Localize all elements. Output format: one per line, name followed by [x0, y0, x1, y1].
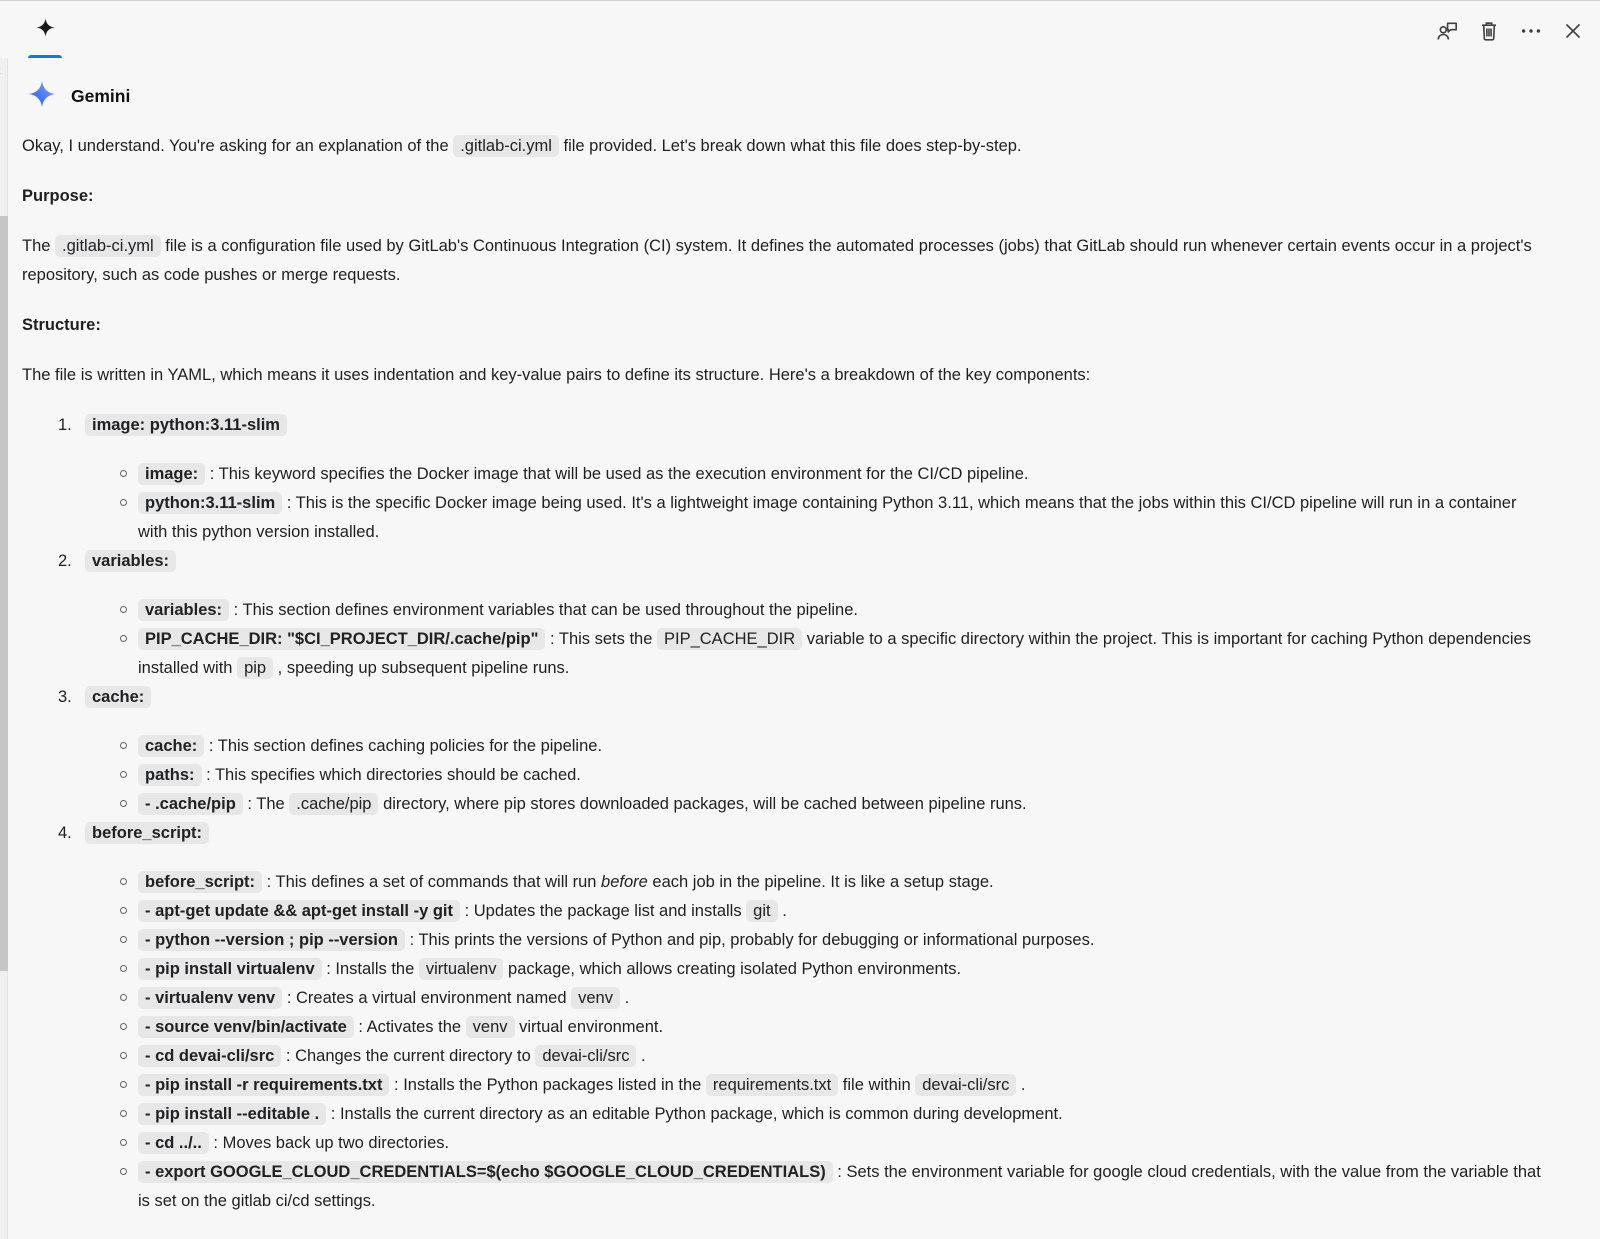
inline-code-chip: .gitlab-ci.yml [55, 235, 161, 257]
list-item [22, 683, 1542, 819]
inline-code-chip: variables: [138, 599, 229, 621]
inline-code-chip: - pip install -r requirements.txt [138, 1074, 389, 1096]
scrollbar-thumb[interactable] [0, 216, 8, 971]
collapse-chevron-icon[interactable] [0, 62, 1, 79]
sub-bullet-item [85, 1042, 1542, 1071]
inline-code-chip: - pip install virtualenv [138, 958, 322, 980]
sub-bullet-text [138, 463, 1028, 485]
sub-bullet-item [85, 955, 1542, 984]
list-item-number: 4. [58, 824, 72, 842]
sub-bullet-text [138, 987, 629, 1009]
ordered-list [22, 411, 1542, 1216]
sub-bullet-text [138, 871, 994, 893]
bullet-marker [120, 1052, 127, 1059]
sub-bullet-text [138, 793, 1027, 815]
inline-code-chip: devai-cli/src [915, 1074, 1016, 1096]
close-panel-button[interactable] [1560, 18, 1586, 44]
section-heading: Purpose: [22, 187, 94, 205]
sub-bullet-text [138, 958, 961, 980]
text-run: Okay, I understand. You're asking for an explanation of the [22, 137, 454, 155]
message-paragraph [22, 132, 1542, 161]
inline-code-chip: - cd devai-cli/src [138, 1045, 281, 1067]
sub-bullet-item [85, 1071, 1542, 1100]
close-icon [1561, 19, 1585, 43]
text-run: : Creates a virtual environment named [282, 989, 572, 1007]
inline-code-chip: before_script: [85, 822, 209, 844]
inline-code-chip: requirements.txt [706, 1074, 838, 1096]
sub-bullet-item [85, 1013, 1542, 1042]
sub-bullet-item [85, 868, 1542, 897]
bullet-marker [120, 606, 127, 613]
text-run: : This defines a set of commands that will run [262, 873, 602, 891]
bullet-marker [120, 1081, 127, 1088]
bullet-marker [120, 499, 127, 506]
text-run: file is a configuration file used by GitLab's Continuous Integration (CI) system. It defines the automated processes (jobs) that GitLab should run whenever certain events occur in a project's repository, such as code pushes or merge requests. [22, 237, 1532, 284]
sub-bullet-item [85, 625, 1542, 683]
text-run: The file is written in YAML, which means it uses indentation and key-value pairs to define its structure. Here's a breakdown of the key components: [22, 366, 1091, 384]
inline-code-chip: .cache/pip [289, 793, 378, 815]
inline-code-chip: venv [571, 987, 620, 1009]
sub-bullet-text [138, 599, 858, 621]
inline-code-chip: devai-cli/src [535, 1045, 636, 1067]
bullet-marker [120, 635, 127, 642]
list-item [22, 547, 1542, 683]
text-run: : This specifies which directories should be cached. [201, 766, 581, 784]
list-item [22, 411, 1542, 547]
list-item-number: 2. [58, 552, 72, 570]
bullet-marker [120, 742, 127, 749]
feedback-chat-icon [1435, 19, 1459, 43]
inline-code-chip: - apt-get update && apt-get install -y git [138, 900, 460, 922]
sub-bullet-item [85, 897, 1542, 926]
text-run: : This section defines caching policies for the pipeline. [204, 737, 603, 755]
feedback-button[interactable] [1434, 18, 1460, 44]
sub-bullet-text [138, 1045, 646, 1067]
inline-code-chip: PIP_CACHE_DIR: "$CI_PROJECT_DIR/.cache/pip" [138, 628, 545, 650]
text-run: : Installs the current directory as an editable Python package, which is common during development. [326, 1105, 1063, 1123]
text-run: file provided. Let's break down what this file does step-by-step. [558, 137, 1022, 155]
inline-code-chip: - cd ../.. [138, 1132, 209, 1154]
inline-code-chip: paths: [138, 764, 202, 786]
text-run: . [1016, 1076, 1026, 1094]
text-run: : This sets the [545, 630, 657, 648]
sub-bullet-item [85, 761, 1542, 790]
sub-bullet-text [138, 1016, 663, 1038]
sub-bullet-text [138, 1161, 1541, 1210]
text-run: : Moves back up two directories. [208, 1134, 450, 1152]
text-run: each job in the pipeline. It is like a setup stage. [647, 873, 994, 891]
inline-code-chip: - virtualenv venv [138, 987, 282, 1009]
bullet-marker [120, 965, 127, 972]
inline-code-chip: cache: [85, 686, 151, 708]
bullet-marker [120, 470, 127, 477]
text-run: . [777, 902, 787, 920]
text-run: The [22, 237, 56, 255]
sub-bullet-text [138, 764, 581, 786]
inline-code-chip: pip [237, 657, 273, 679]
delete-conversation-button[interactable] [1476, 18, 1502, 44]
inline-code-chip: PIP_CACHE_DIR [657, 628, 802, 650]
chat-scroll-area[interactable] [9, 58, 1600, 1239]
text-run: file within [838, 1076, 916, 1094]
inline-code-chip: before_script: [138, 871, 262, 893]
bullet-marker [120, 1139, 127, 1146]
sub-bullet-text [138, 900, 787, 922]
inline-code-chip: - python --version ; pip --version [138, 929, 405, 951]
bullet-marker [120, 1110, 127, 1117]
text-run: . [636, 1047, 646, 1065]
text-run: . [619, 989, 630, 1007]
sub-bullet-text [138, 1132, 449, 1154]
sub-bullet-list [85, 732, 1542, 819]
sub-bullet-text [138, 1103, 1063, 1125]
text-run: : The [242, 795, 290, 813]
inline-code-chip: cache: [138, 735, 204, 757]
bullet-marker [120, 878, 127, 885]
list-item-title [85, 683, 1542, 712]
topbar-actions [1434, 18, 1586, 44]
sub-bullet-item [85, 1129, 1542, 1158]
inline-code-chip: variables: [85, 550, 176, 572]
sub-bullet-list [85, 868, 1542, 1216]
trash-icon [1477, 19, 1501, 43]
text-run: : This keyword specifies the Docker image that will be used as the execution environment for the CI/CD pipeline. [205, 465, 1029, 483]
sub-bullet-text [138, 628, 1531, 679]
assistant-name: Gemini [71, 85, 131, 106]
sub-bullet-list [85, 460, 1542, 547]
text-run: , speeding up subsequent pipeline runs. [273, 659, 570, 677]
tab-gemini-chat[interactable] [28, 13, 62, 58]
sub-bullet-item [85, 596, 1542, 625]
text-run: package, which allows creating isolated Python environments. [503, 960, 962, 978]
inline-code-chip: - .cache/pip [138, 793, 243, 815]
assistant-message [22, 132, 1542, 1216]
sub-bullet-text [138, 492, 1516, 541]
sub-bullet-text [138, 735, 602, 757]
assistant-header [22, 58, 1542, 111]
text-run: : This is the specific Docker image being used. It's a lightweight image containing Python 3.11, which means that the jobs within this CI/CD pipeline will run in a container with this python version installed. [138, 494, 1517, 541]
emphasis-text: before [601, 873, 648, 891]
panel-main [9, 1, 1600, 1239]
gemini-logo-icon [28, 79, 56, 114]
list-item-title [85, 547, 1542, 576]
sub-bullet-item [85, 732, 1542, 761]
list-item-number: 1. [58, 416, 72, 434]
bullet-marker [120, 1023, 127, 1030]
text-run: : Activates the [353, 1018, 466, 1036]
bullet-marker [120, 771, 127, 778]
inline-code-chip: git [746, 900, 777, 922]
text-run: virtual environment. [514, 1018, 664, 1036]
text-run: : Installs the Python packages listed in the [389, 1076, 706, 1094]
text-run: : Installs the [321, 960, 419, 978]
sub-bullet-item [85, 984, 1542, 1013]
inline-code-chip: image: python:3.11-slim [85, 414, 287, 436]
text-run: : Updates the package list and installs [460, 902, 747, 920]
more-options-icon [1519, 19, 1543, 43]
message-paragraph [22, 232, 1542, 290]
text-run: : Changes the current directory to [281, 1047, 536, 1065]
bullet-marker [120, 1168, 127, 1175]
inline-code-chip: virtualenv [419, 958, 504, 980]
inline-code-chip: python:3.11-slim [138, 492, 282, 514]
sub-bullet-item [85, 1158, 1542, 1216]
text-run: : This prints the versions of Python and pip, probably for debugging or informational purposes. [405, 931, 1095, 949]
sub-bullet-item [85, 460, 1542, 489]
message-paragraph [22, 361, 1542, 390]
list-item-number: 3. [58, 688, 72, 706]
sub-bullet-text [138, 1074, 1026, 1096]
text-run: variable to a specific directory within the project. This is important for caching Python dependencies installed with [138, 630, 1531, 677]
gemini-sparkle-tab-icon [28, 15, 62, 40]
sub-bullet-item [85, 926, 1542, 955]
sub-bullet-text [138, 929, 1094, 951]
text-run: directory, where pip stores downloaded packages, will be cached between pipeline runs. [378, 795, 1027, 813]
list-item-title [85, 819, 1542, 848]
bullet-marker [120, 907, 127, 914]
more-options-button[interactable] [1518, 18, 1544, 44]
inline-code-chip: image: [138, 463, 205, 485]
panel-topbar [9, 1, 1600, 58]
sub-bullet-list [85, 596, 1542, 683]
text-run: : Sets the environment variable for google cloud credentials, with the value from the variable that is set on the gitlab ci/cd settings. [138, 1163, 1541, 1210]
list-item-title [85, 411, 1542, 440]
list-item [22, 819, 1542, 1216]
inline-code-chip: - pip install --editable . [138, 1103, 326, 1125]
section-heading: Structure: [22, 316, 101, 334]
sub-bullet-item [85, 489, 1542, 547]
inline-code-chip: .gitlab-ci.yml [453, 135, 559, 157]
sub-bullet-item [85, 1100, 1542, 1129]
bullet-marker [120, 800, 127, 807]
bullet-marker [120, 994, 127, 1001]
sub-bullet-item [85, 790, 1542, 819]
inline-code-chip: - export GOOGLE_CLOUD_CREDENTIALS=$(echo $GOOGLE_CLOUD_CREDENTIALS) [138, 1161, 833, 1183]
inline-code-chip: venv [466, 1016, 515, 1038]
inline-code-chip: - source venv/bin/activate [138, 1016, 354, 1038]
bullet-marker [120, 936, 127, 943]
text-run: : This section defines environment variables that can be used throughout the pipeline. [229, 601, 858, 619]
adjacent-panel-edge [0, 58, 8, 1239]
